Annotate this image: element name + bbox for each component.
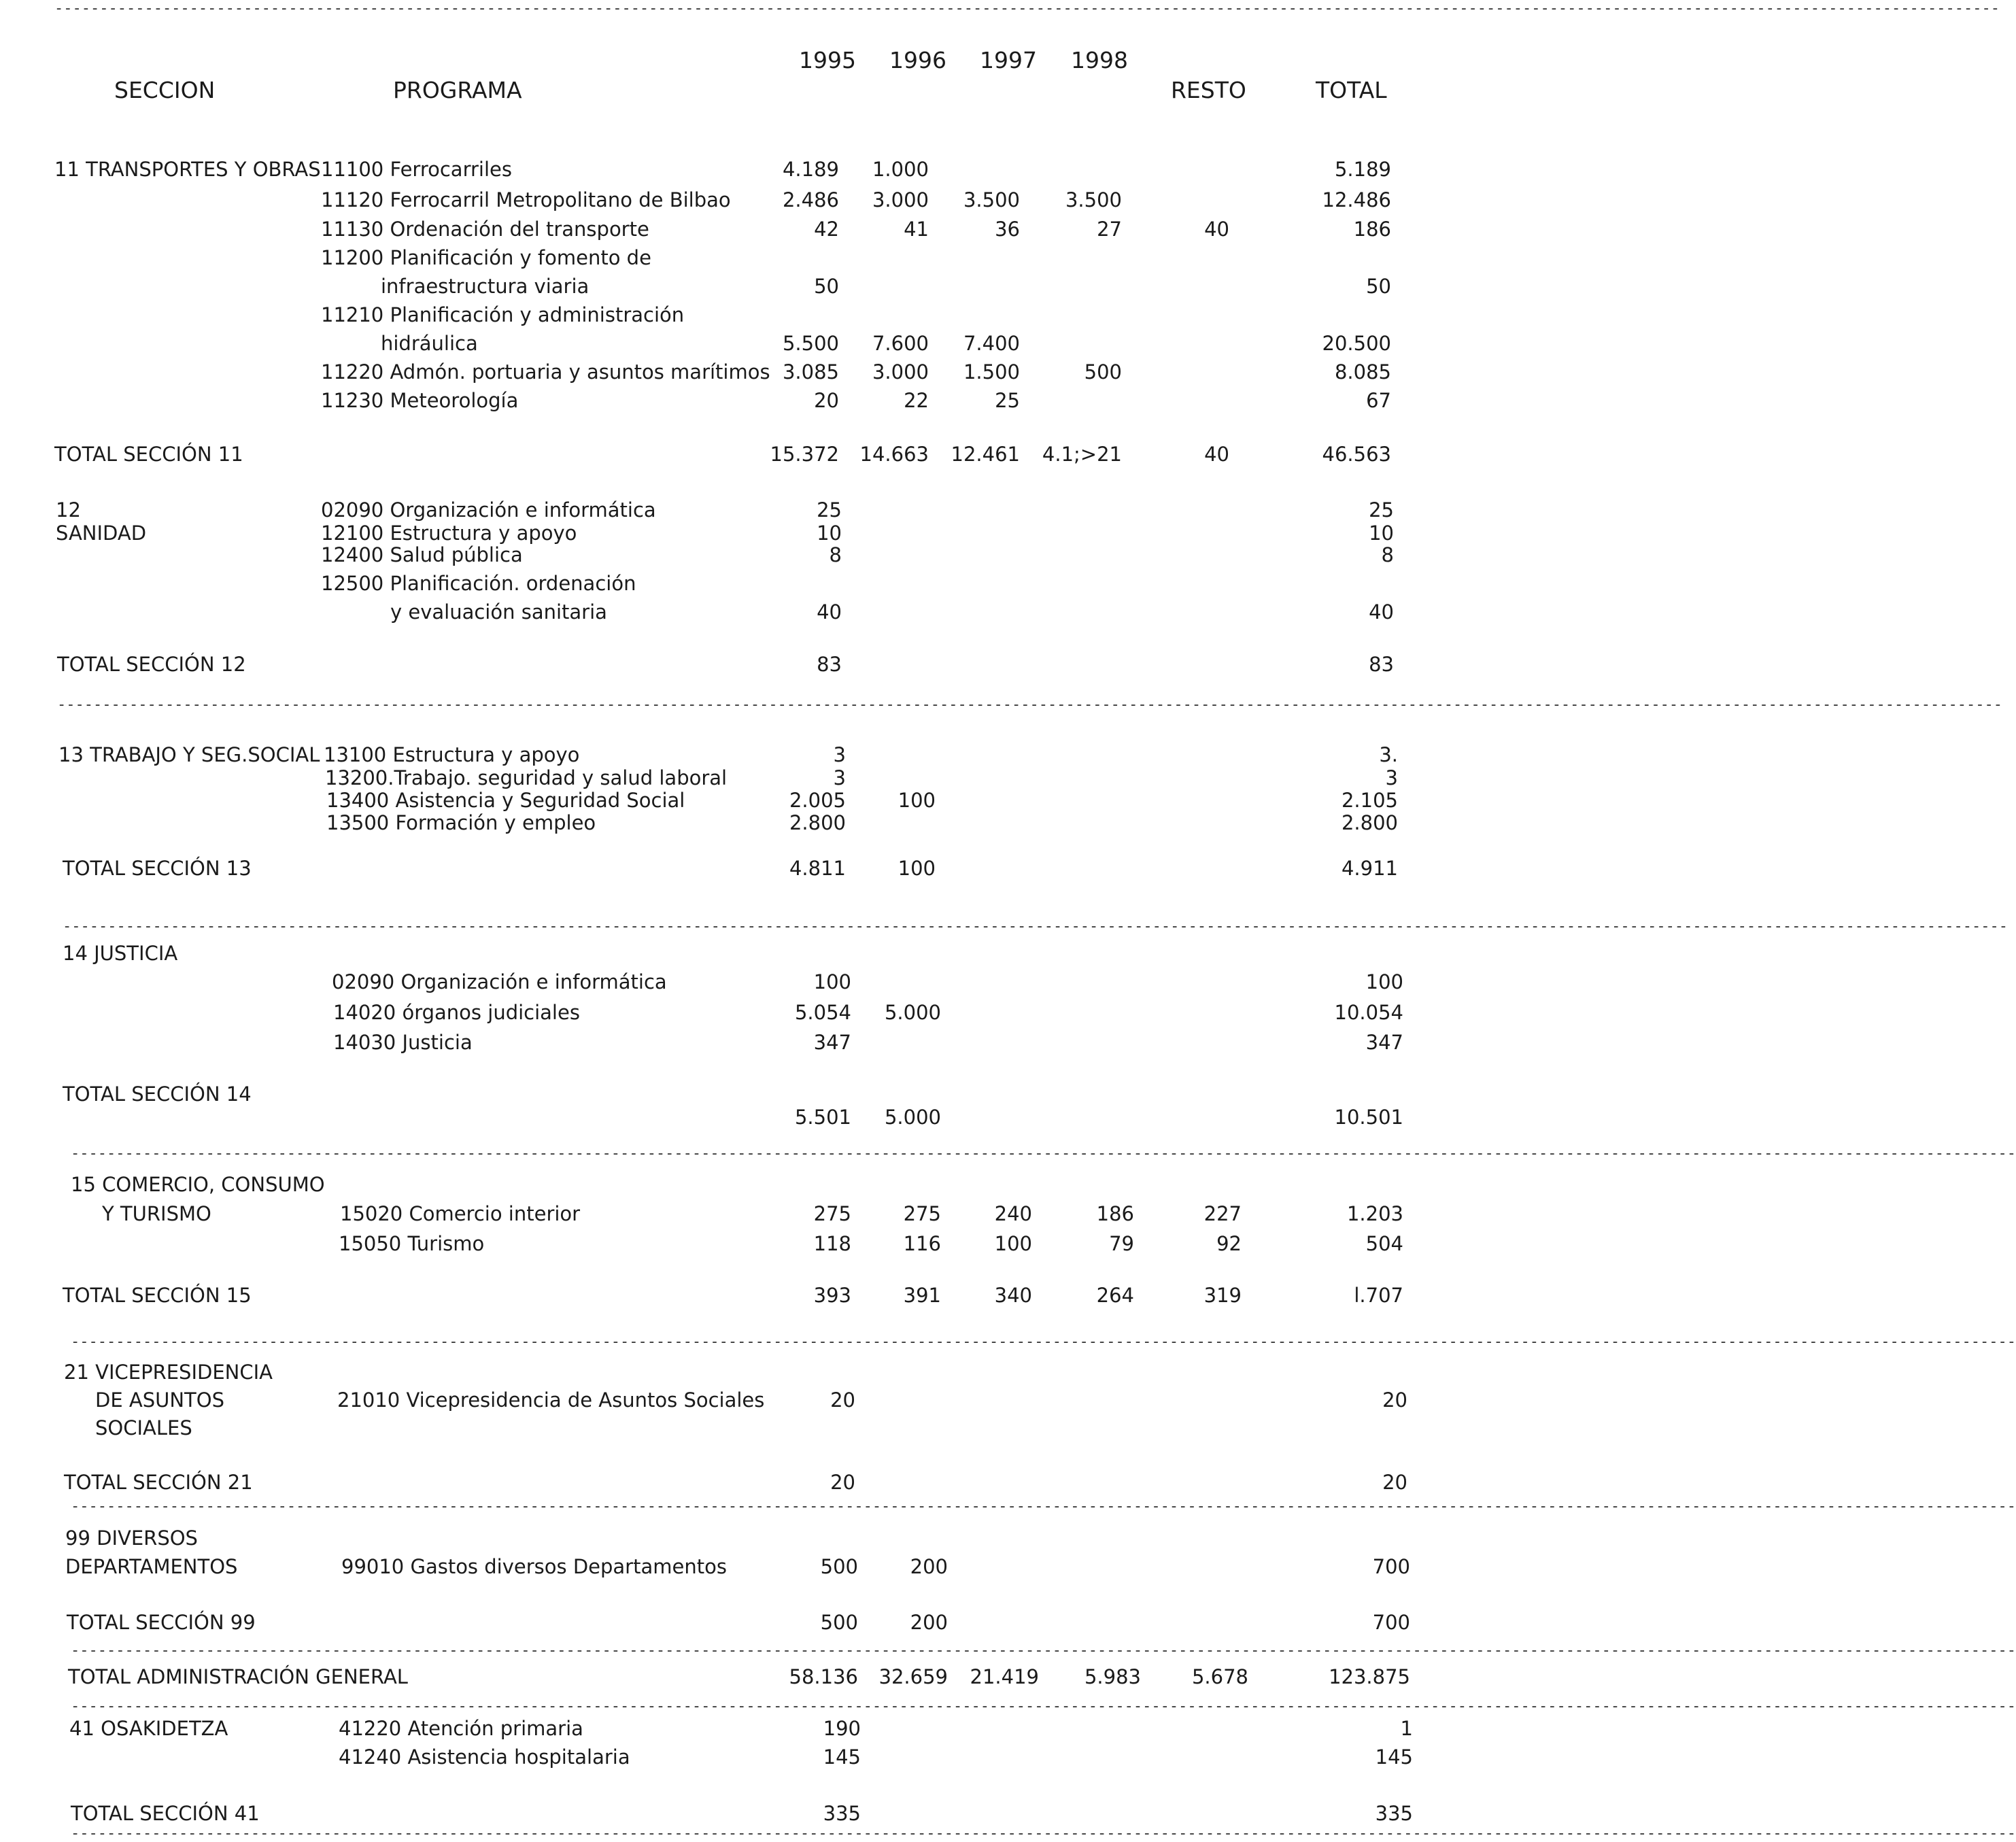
program-label: 41220 Atención primaria	[339, 1717, 583, 1740]
section-label: 12	[56, 498, 81, 522]
value-year-1995: 42	[814, 218, 839, 241]
value-total: 83	[1369, 653, 1394, 676]
value-year-1995: 3.085	[782, 360, 839, 383]
section-label: 21 VICEPRESIDENCIA	[64, 1361, 273, 1384]
program-label: 14030 Justicia	[333, 1031, 473, 1054]
total-label: TOTAL SECCIÓN 11	[54, 443, 243, 466]
value-total: 25	[1369, 498, 1394, 522]
top-divider: ------------------------------------------------------------------------------------------------------------------------------------------------------------------------------------------------------------------------	[54, 0, 2000, 17]
value-year-1995: 5.500	[782, 332, 839, 355]
value-total: 700	[1372, 1611, 1410, 1634]
value-resto: 5.678	[1191, 1665, 1248, 1688]
value-year-1995: 50	[814, 275, 839, 298]
value-resto: 92	[1216, 1232, 1242, 1255]
header-resto: RESTO	[1171, 77, 1246, 103]
program-label: 11130 Ordenación del transporte	[321, 218, 649, 241]
value-year-1996: 200	[910, 1611, 948, 1634]
value-year-1997: 1.500	[963, 360, 1020, 383]
value-total: 67	[1366, 389, 1391, 412]
value-total: 3.	[1379, 743, 1398, 766]
value-total: 8.085	[1334, 360, 1391, 383]
program-label: hidráulica	[381, 332, 478, 355]
value-year-1995: 58.136	[789, 1665, 858, 1688]
value-year-1995: 15.372	[770, 443, 839, 466]
value-year-1998: 264	[1096, 1284, 1134, 1307]
value-total: 1	[1400, 1717, 1413, 1740]
value-year-1995: 8	[829, 543, 842, 566]
value-year-1996: 41	[904, 218, 929, 241]
program-label: 11200 Planificación y fomento de	[321, 246, 651, 269]
value-year-1996: 3.000	[872, 188, 929, 211]
program-label: 13200.Trabajo. seguridad y salud laboral	[325, 766, 728, 789]
section-label: SANIDAD	[56, 522, 147, 545]
value-year-1995: 10	[817, 522, 842, 545]
value-year-1996: 7.600	[872, 332, 929, 355]
section-label: 15 COMERCIO, CONSUMO	[71, 1173, 325, 1196]
header-year-1997: 1997	[980, 47, 1037, 73]
value-year-1996: 100	[898, 857, 936, 880]
section-label: DE ASUNTOS	[95, 1388, 224, 1412]
program-label: 11230 Meteorología	[321, 389, 519, 412]
value-total: 10	[1369, 522, 1394, 545]
value-year-1995: 145	[823, 1745, 861, 1769]
program-label: y evaluación sanitaria	[390, 600, 607, 624]
value-year-1995: 20	[830, 1471, 855, 1494]
program-label: 12100 Estructura y apoyo	[321, 522, 577, 545]
program-label: 13500 Formación y empleo	[326, 811, 596, 834]
value-year-1997: 7.400	[963, 332, 1020, 355]
value-year-1995: 4.811	[789, 857, 846, 880]
program-label: 11220 Admón. portuaria y asuntos marítimos	[321, 360, 770, 383]
program-label: 21010 Vicepresidencia de Asuntos Sociales	[337, 1388, 765, 1412]
value-resto: 319	[1203, 1284, 1242, 1307]
value-total: 335	[1375, 1802, 1413, 1825]
value-year-1996: 5.000	[884, 1001, 941, 1024]
total-label: TOTAL SECCIÓN 99	[67, 1611, 256, 1634]
total-label: TOTAL SECCIÓN 41	[71, 1802, 260, 1825]
value-year-1995: 2.005	[789, 789, 846, 812]
value-total: 46.563	[1322, 443, 1391, 466]
value-year-1997: 25	[995, 389, 1020, 412]
section-divider: ------------------------------------------------------------------------------------------------------------------------------------------------------------------------------------------------------------------------	[63, 918, 2008, 935]
value-year-1995: 347	[813, 1031, 851, 1054]
program-label: 15020 Comercio interior	[340, 1202, 581, 1225]
program-label: 99010 Gastos diversos Departamentos	[341, 1555, 727, 1578]
value-year-1998: 79	[1109, 1232, 1134, 1255]
section-label: DEPARTAMENTOS	[65, 1555, 238, 1578]
value-year-1995: 20	[814, 389, 839, 412]
value-year-1995: 83	[817, 653, 842, 676]
value-year-1995: 3	[833, 743, 846, 766]
total-label: TOTAL SECCIÓN 21	[64, 1471, 253, 1494]
header-year-1995: 1995	[799, 47, 856, 73]
program-label: 13100 Estructura y apoyo	[324, 743, 580, 766]
value-total: 20	[1382, 1388, 1407, 1412]
value-total: 100	[1365, 970, 1403, 993]
value-year-1995: 190	[823, 1717, 861, 1740]
program-label: 11210 Planificación y administración	[321, 303, 685, 326]
value-year-1995: 500	[820, 1555, 858, 1578]
total-label: TOTAL SECCIÓN 12	[57, 653, 246, 676]
program-label: 41240 Asistencia hospitalaria	[339, 1745, 630, 1769]
value-year-1996: 275	[903, 1202, 941, 1225]
value-year-1995: 40	[817, 600, 842, 624]
value-total: 20.500	[1322, 332, 1391, 355]
header-year-1996: 1996	[889, 47, 946, 73]
program-label: 12500 Planificación. ordenación	[321, 572, 636, 595]
value-year-1995: 5.501	[794, 1106, 851, 1129]
value-resto: 40	[1204, 443, 1229, 466]
value-year-1998: 186	[1096, 1202, 1134, 1225]
program-label: 02090 Organización e informática	[321, 498, 656, 522]
value-year-1995: 100	[813, 970, 851, 993]
value-total: 50	[1366, 275, 1391, 298]
value-year-1998: 5.983	[1084, 1665, 1141, 1688]
value-year-1996: 100	[898, 789, 936, 812]
section-label: 14 JUSTICIA	[63, 942, 178, 965]
value-year-1998: 4.1;>21	[1042, 443, 1122, 466]
program-label: 02090 Organización e informática	[332, 970, 667, 993]
value-year-1995: 20	[830, 1388, 855, 1412]
program-label: 14020 órganos judiciales	[333, 1001, 580, 1024]
value-year-1995: 5.054	[794, 1001, 851, 1024]
value-year-1997: 240	[994, 1202, 1032, 1225]
value-total: 8	[1381, 543, 1394, 566]
value-year-1997: 36	[995, 218, 1020, 241]
value-total: 20	[1382, 1471, 1407, 1494]
value-year-1996: 116	[903, 1232, 941, 1255]
section-label: 99 DIVERSOS	[65, 1527, 198, 1550]
value-resto: 40	[1204, 218, 1229, 241]
value-total: 347	[1365, 1031, 1403, 1054]
value-total: 5.189	[1334, 158, 1391, 181]
header-seccion: SECCION	[114, 77, 216, 103]
value-year-1996: 5.000	[884, 1106, 941, 1129]
value-total: 2.800	[1341, 811, 1398, 834]
value-year-1997: 100	[994, 1232, 1032, 1255]
section-divider: ------------------------------------------------------------------------------------------------------------------------------------------------------------------------------------------------------------------------	[71, 1825, 2016, 1842]
value-total: 1.203	[1346, 1202, 1403, 1225]
value-total: l.707	[1354, 1284, 1403, 1307]
section-label: Y TURISMO	[102, 1202, 211, 1225]
value-year-1996: 1.000	[872, 158, 929, 181]
value-year-1996: 32.659	[878, 1665, 948, 1688]
section-label: 41 OSAKIDETZA	[69, 1717, 228, 1740]
value-year-1995: 118	[813, 1232, 851, 1255]
program-label: 12400 Salud pública	[321, 543, 523, 566]
section-divider: ------------------------------------------------------------------------------------------------------------------------------------------------------------------------------------------------------------------------	[71, 1698, 2016, 1715]
value-year-1996: 22	[904, 389, 929, 412]
value-year-1996: 391	[903, 1284, 941, 1307]
value-year-1995: 393	[813, 1284, 851, 1307]
section-label: SOCIALES	[95, 1416, 192, 1439]
value-year-1996: 14.663	[859, 443, 929, 466]
section-label: 11 TRANSPORTES Y OBRAS	[54, 158, 321, 181]
program-label: 11120 Ferrocarril Metropolitano de Bilbao	[321, 188, 731, 211]
section-divider: ------------------------------------------------------------------------------------------------------------------------------------------------------------------------------------------------------------------------	[71, 1145, 2016, 1162]
value-year-1995: 4.189	[782, 158, 839, 181]
value-total: 186	[1353, 218, 1391, 241]
value-year-1995: 3	[833, 766, 846, 789]
value-resto: 227	[1203, 1202, 1242, 1225]
total-label: TOTAL SECCIÓN 13	[63, 857, 252, 880]
value-total: 504	[1365, 1232, 1403, 1255]
total-label: TOTAL SECCIÓN 15	[63, 1284, 252, 1307]
value-year-1996: 3.000	[872, 360, 929, 383]
value-total: 40	[1369, 600, 1394, 624]
section-label: 13 TRABAJO Y SEG.SOCIAL	[58, 743, 320, 766]
value-year-1995: 25	[817, 498, 842, 522]
value-total: 10.054	[1334, 1001, 1403, 1024]
total-label: TOTAL SECCIÓN 14	[63, 1082, 252, 1106]
section-divider: ------------------------------------------------------------------------------------------------------------------------------------------------------------------------------------------------------------------------	[57, 696, 2002, 713]
value-year-1997: 3.500	[963, 188, 1020, 211]
section-divider: ------------------------------------------------------------------------------------------------------------------------------------------------------------------------------------------------------------------------	[71, 1333, 2016, 1350]
value-total: 10.501	[1334, 1106, 1403, 1129]
value-total: 2.105	[1341, 789, 1398, 812]
value-total: 12.486	[1322, 188, 1391, 211]
value-total: 700	[1372, 1555, 1410, 1578]
value-year-1998: 3.500	[1065, 188, 1122, 211]
program-label: 11100 Ferrocarriles	[321, 158, 512, 181]
value-total: 145	[1375, 1745, 1413, 1769]
value-total: 3	[1385, 766, 1398, 789]
program-label: 13400 Asistencia y Seguridad Social	[326, 789, 685, 812]
value-year-1998: 500	[1084, 360, 1122, 383]
section-divider: ------------------------------------------------------------------------------------------------------------------------------------------------------------------------------------------------------------------------	[71, 1498, 2016, 1515]
value-year-1997: 21.419	[970, 1665, 1039, 1688]
value-total: 4.911	[1341, 857, 1398, 880]
value-year-1995: 275	[813, 1202, 851, 1225]
section-divider: ------------------------------------------------------------------------------------------------------------------------------------------------------------------------------------------------------------------------	[71, 1642, 2016, 1659]
value-year-1995: 335	[823, 1802, 861, 1825]
value-year-1997: 340	[994, 1284, 1032, 1307]
header-year-1998: 1998	[1071, 47, 1128, 73]
value-total: 123.875	[1329, 1665, 1410, 1688]
value-year-1995: 2.800	[789, 811, 846, 834]
program-label: 15050 Turismo	[339, 1232, 485, 1255]
value-year-1995: 500	[820, 1611, 858, 1634]
value-year-1996: 200	[910, 1555, 948, 1578]
value-year-1998: 27	[1097, 218, 1122, 241]
value-year-1997: 12.461	[951, 443, 1020, 466]
value-year-1995: 2.486	[782, 188, 839, 211]
total-label: TOTAL ADMINISTRACIÓN GENERAL	[68, 1665, 408, 1688]
header-programa: PROGRAMA	[393, 77, 522, 103]
header-total: TOTAL	[1316, 77, 1387, 103]
program-label: infraestructura viaria	[381, 275, 590, 298]
